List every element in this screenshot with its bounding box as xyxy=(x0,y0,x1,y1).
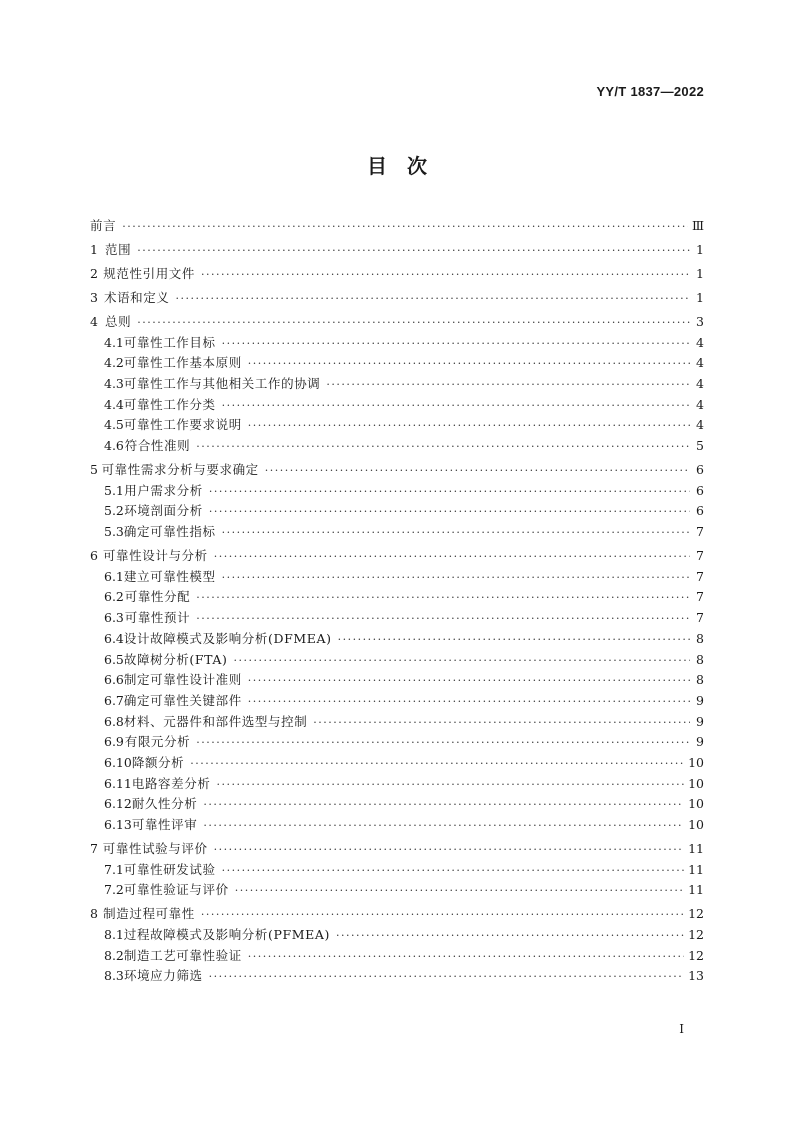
toc-entry[interactable] xyxy=(90,670,704,691)
page-number: Ⅰ xyxy=(679,1022,684,1036)
toc-entry-number: 4.1 xyxy=(104,334,124,350)
toc-entry-page: 3 xyxy=(696,313,704,329)
toc-entry-page: 12 xyxy=(688,947,704,963)
toc-entry-number: 4.5 xyxy=(104,417,124,433)
toc-entry-label: 可靠性试验与评价 xyxy=(102,841,208,857)
toc-dot-leader xyxy=(248,950,684,963)
toc-dot-leader xyxy=(222,864,685,877)
toc-entry-page: 4 xyxy=(696,376,704,391)
toc-entry-number: 6.8 xyxy=(104,713,124,729)
toc-entry[interactable] xyxy=(90,650,704,671)
toc-dot-leader xyxy=(234,654,691,667)
toc-entry-number: 6.10 xyxy=(104,754,132,770)
toc-entry[interactable] xyxy=(90,904,704,925)
toc-entry-number: 7.1 xyxy=(104,861,124,877)
toc-entry-page: 10 xyxy=(688,754,704,770)
toc-entry-page: 9 xyxy=(696,734,704,750)
toc-dot-leader xyxy=(122,220,688,233)
toc-entry-number: 4.6 xyxy=(104,438,124,454)
toc-entry-label: 确定可靠性关键部件 xyxy=(123,692,242,708)
toc-entry-number: 4 xyxy=(90,313,98,329)
toc-entry-label: 可靠性工作基本原则 xyxy=(123,355,242,371)
toc-dot-leader xyxy=(201,268,690,281)
toc-entry[interactable] xyxy=(90,794,704,815)
toc-dot-leader xyxy=(222,399,690,412)
toc-entry-number: 8.3 xyxy=(104,968,124,984)
toc-dot-leader xyxy=(196,440,690,453)
toc-dot-leader xyxy=(313,716,690,729)
toc-entry-label: 可靠性工作要求说明 xyxy=(123,417,242,433)
toc-entry-number: 1 xyxy=(90,241,98,257)
toc-entry-number: 4.2 xyxy=(104,355,124,371)
toc-entry-label: 规范性引用文件 xyxy=(103,265,195,281)
toc-entry-number: 5.1 xyxy=(104,482,124,498)
toc-entry-number: 8.2 xyxy=(104,947,124,963)
toc-entry-page: 7 xyxy=(696,548,704,564)
toc-dot-leader xyxy=(222,571,690,584)
toc-entry-page: 6 xyxy=(696,503,704,519)
toc-entry[interactable] xyxy=(90,481,704,502)
toc-entry-label: 有限元分析 xyxy=(124,734,191,750)
toc-entry-page: 10 xyxy=(688,817,704,833)
toc-entry[interactable] xyxy=(90,587,704,608)
toc-entry[interactable] xyxy=(90,546,704,567)
toc-dot-leader xyxy=(196,736,690,749)
toc-entry-number: 3 xyxy=(90,289,98,305)
toc-entry-page: Ⅲ xyxy=(691,218,704,233)
toc-entry-number: 4.3 xyxy=(104,376,124,391)
toc-entry-number: 6.2 xyxy=(104,589,124,605)
page-title: 目 次 xyxy=(367,154,427,178)
toc-entry-label: 环境应力筛选 xyxy=(123,968,203,984)
toc-entry-page: 7 xyxy=(696,589,704,605)
toc-entry-number: 6.5 xyxy=(104,651,124,667)
toc-dot-leader xyxy=(137,316,690,329)
toc-entry[interactable] xyxy=(90,629,704,650)
toc-entry[interactable] xyxy=(90,567,704,588)
toc-entry-number: 5.3 xyxy=(104,524,124,540)
toc-dot-leader xyxy=(248,357,690,370)
toc-dot-leader xyxy=(209,505,690,518)
toc-dot-leader xyxy=(209,970,685,983)
toc-entry-label: 可靠性工作分类 xyxy=(123,396,216,412)
toc-entry-label: 符合性准则 xyxy=(124,438,191,454)
toc-entry-page: 4 xyxy=(696,417,704,433)
toc-entry-number: 6.9 xyxy=(104,734,124,750)
toc-entry-number: 6.3 xyxy=(104,610,124,626)
toc-entry[interactable] xyxy=(90,925,704,946)
toc-entry[interactable] xyxy=(90,374,704,395)
toc-entry-number: 2 xyxy=(90,265,98,281)
toc-entry[interactable] xyxy=(90,353,704,374)
toc-dot-leader xyxy=(326,378,690,391)
toc-entry-page: 9 xyxy=(696,692,704,708)
toc-entry-page: 6 xyxy=(696,462,704,478)
toc-dot-leader xyxy=(190,757,684,770)
toc-entry-number: 5.2 xyxy=(104,503,124,519)
toc-entry-number: 7.2 xyxy=(104,882,124,898)
toc-dot-leader xyxy=(248,674,690,687)
toc-entry[interactable] xyxy=(90,732,704,753)
toc-entry[interactable] xyxy=(90,460,704,481)
toc-entry-label: 可靠性需求分析与要求确定 xyxy=(101,462,259,478)
toc-entry-label: 电路容差分析 xyxy=(131,775,211,791)
toc-entry-page: 11 xyxy=(688,882,704,898)
toc-dot-leader xyxy=(235,884,684,897)
toc-entry[interactable] xyxy=(90,415,704,436)
toc-entry-page: 1 xyxy=(696,289,704,305)
toc-entry-number: 6.13 xyxy=(104,817,132,833)
toc-entry[interactable] xyxy=(90,608,704,629)
toc-entry[interactable] xyxy=(90,815,704,836)
toc-entry-label: 范围 xyxy=(105,241,132,257)
toc-entry-label: 可靠性工作目标 xyxy=(123,334,216,350)
toc-entry-page: 12 xyxy=(688,906,704,922)
toc-entry-label: 故障树分析(FTA) xyxy=(123,651,228,667)
toc-dot-leader xyxy=(214,843,685,856)
toc-entry-page: 4 xyxy=(696,334,704,350)
toc-entry-page: 7 xyxy=(696,610,704,626)
toc-entry[interactable] xyxy=(90,753,704,774)
toc-entry-number: 6.4 xyxy=(104,630,124,646)
toc-entry-label: 环境剖面分析 xyxy=(124,503,203,519)
toc-entry-page: 12 xyxy=(688,927,704,943)
toc-entry-page: 8 xyxy=(696,672,704,688)
table-of-contents xyxy=(90,216,704,987)
toc-entry[interactable] xyxy=(90,216,704,237)
toc-entry-number: 8 xyxy=(90,906,98,922)
toc-entry-page: 6 xyxy=(696,482,704,498)
toc-entry-page: 1 xyxy=(696,265,704,281)
toc-dot-leader xyxy=(216,778,684,791)
toc-entry-page: 4 xyxy=(696,355,704,371)
toc-entry-page: 11 xyxy=(688,861,704,877)
toc-entry-page: 13 xyxy=(688,968,704,984)
toc-dot-leader xyxy=(201,908,684,921)
toc-dot-leader xyxy=(196,612,690,625)
toc-entry-label: 建立可靠性模型 xyxy=(123,568,216,584)
toc-entry[interactable] xyxy=(90,240,704,261)
toc-entry[interactable] xyxy=(90,333,704,354)
toc-entry-number: 6.6 xyxy=(104,672,124,688)
toc-entry-label: 可靠性评审 xyxy=(131,817,198,833)
toc-entry-label: 制定可靠性设计准则 xyxy=(123,672,242,688)
toc-entry[interactable] xyxy=(90,288,704,309)
toc-dot-leader xyxy=(248,419,690,432)
toc-entry-label: 前言 xyxy=(90,218,117,233)
toc-entry-label: 过程故障模式及影响分析(PFMEA) xyxy=(123,927,330,943)
document-code: YY/T 1837—2022 xyxy=(596,84,704,99)
toc-entry-label: 材料、元器件和部件选型与控制 xyxy=(123,713,308,729)
toc-entry-page: 8 xyxy=(696,651,704,667)
toc-entry-page: 1 xyxy=(696,241,704,257)
toc-entry-number: 6 xyxy=(90,548,98,564)
toc-dot-leader xyxy=(222,337,690,350)
toc-dot-leader xyxy=(338,633,690,646)
toc-entry-page: 4 xyxy=(696,396,704,412)
toc-dot-leader xyxy=(137,244,690,257)
toc-entry-label: 确定可靠性指标 xyxy=(123,524,216,540)
toc-dot-leader xyxy=(248,695,690,708)
toc-entry-label: 可靠性研发试验 xyxy=(123,861,216,877)
toc-entry-number: 6.7 xyxy=(104,692,124,708)
toc-entry[interactable] xyxy=(90,860,704,881)
toc-entry[interactable] xyxy=(90,691,704,712)
toc-entry[interactable] xyxy=(90,264,704,285)
toc-dot-leader xyxy=(214,550,690,563)
toc-entry[interactable] xyxy=(90,880,704,901)
toc-entry-page: 10 xyxy=(688,775,704,791)
toc-dot-leader xyxy=(222,526,690,539)
toc-entry-label: 设计故障模式及影响分析(DFMEA) xyxy=(123,630,332,646)
toc-entry-number: 8.1 xyxy=(104,927,124,943)
toc-entry-label: 制造过程可靠性 xyxy=(103,906,195,922)
toc-dot-leader xyxy=(336,929,684,942)
toc-entry-label: 可靠性预计 xyxy=(124,610,191,626)
toc-entry[interactable] xyxy=(90,946,704,967)
toc-entry-label: 制造工艺可靠性验证 xyxy=(123,947,242,963)
toc-entry-label: 可靠性设计与分析 xyxy=(102,548,208,564)
toc-entry-number: 6.1 xyxy=(104,568,124,584)
toc-entry[interactable] xyxy=(90,774,704,795)
toc-entry-page: 11 xyxy=(688,841,704,857)
toc-dot-leader xyxy=(209,485,690,498)
toc-entry-label: 总则 xyxy=(105,313,132,329)
toc-entry-label: 用户需求分析 xyxy=(124,482,203,498)
toc-entry[interactable] xyxy=(90,395,704,416)
toc-dot-leader xyxy=(176,292,691,305)
toc-entry-page: 7 xyxy=(696,524,704,540)
toc-dot-leader xyxy=(203,819,684,832)
toc-entry-label: 可靠性验证与评价 xyxy=(123,882,229,898)
toc-entry[interactable] xyxy=(90,436,704,457)
toc-entry-number: 7 xyxy=(90,841,98,857)
toc-entry-number: 6.12 xyxy=(104,796,132,812)
toc-entry-label: 降额分析 xyxy=(131,754,185,770)
toc-entry[interactable] xyxy=(90,522,704,543)
toc-entry-page: 5 xyxy=(696,438,704,454)
toc-entry[interactable] xyxy=(90,501,704,522)
toc-entry-page: 9 xyxy=(696,713,704,729)
toc-entry-label: 术语和定义 xyxy=(103,289,170,305)
toc-entry-page: 7 xyxy=(696,568,704,584)
toc-entry[interactable] xyxy=(90,312,704,333)
toc-dot-leader xyxy=(203,798,684,811)
toc-entry-number: 4.4 xyxy=(104,396,124,412)
toc-dot-leader xyxy=(265,464,690,477)
toc-dot-leader xyxy=(196,591,690,604)
toc-entry-label: 耐久性分析 xyxy=(131,796,198,812)
toc-entry[interactable] xyxy=(90,966,704,987)
toc-entry-label: 可靠性分配 xyxy=(124,589,191,605)
toc-entry-number: 6.11 xyxy=(104,775,132,791)
toc-entry[interactable] xyxy=(90,839,704,860)
toc-entry-page: 8 xyxy=(696,630,704,646)
toc-entry[interactable] xyxy=(90,712,704,733)
toc-entry-label: 可靠性工作与其他相关工作的协调 xyxy=(123,376,321,391)
toc-entry-page: 10 xyxy=(688,796,704,812)
toc-entry-number: 5 xyxy=(90,462,98,478)
